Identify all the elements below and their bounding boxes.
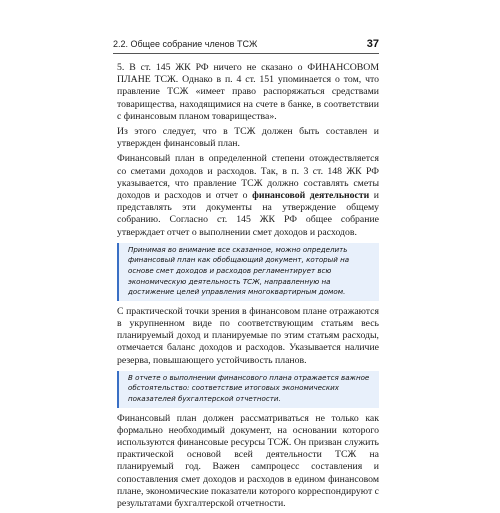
paragraph-practical-view: С практической точки зрения в финансовом плане отражаются в укрупненном виде по соответствующим статьям весь планируемый доход и планируемые по этим статьям расходы, отмечается баланс доходов и расходов. Указывается наличие резерва, повышающего устойчивость планов. [117, 305, 379, 366]
paragraph-item-5: 5. В ст. 145 ЖК РФ ничего не сказано о ФИНАНСОВОМ ПЛАНЕ ТСЖ. Однако в п. 4 ст. 151 упоминается о том, что правление ТСЖ «имеет право распоряжаться средствами товарищества, находящимися на счете в банке, в соответствии с финансовым планом товарищества». [117, 62, 379, 122]
paragraph-conclusion: Из этого следует, что в ТСЖ должен быть составлен и утвержден финансовый план. [117, 126, 379, 150]
bold-term-financial-activity: финансовой деятельности [252, 190, 370, 202]
paragraph-estimates-part2: и представлять эти документы на утверждение общему собранию. Согласно ст. 145 ЖК РФ общее собрание утверждает отчет о выполнении смет доходов и расходов. [117, 190, 379, 238]
page-body [117, 62, 379, 513]
paragraph-estimates [117, 153, 379, 238]
paragraph-estimates-part1: Финансовый план в определенной степени отождествляется со сметами доходов и расходов. Так, в п. 3 ст. 148 ЖК РФ указывается, что правление ТСЖ должно составлять сметы доходов и расходов и отчет о [117, 153, 379, 202]
paragraph-plan-role: Финансовый план должен рассматриваться не только как формально необходимый документ, на основании которого используются финансовые ресурсы ТСЖ. Он призван служить практической основой всей деятельности ТСЖ на планируемый год. Важен сампроцесс составления и сопоставления смет доходов и расходов в едином финансовом плане, экономические показатели которого корреспондируют с результатами бухгалтерской отчетности. [117, 412, 379, 510]
section-title: 2.2. Общее собрание членов ТСЖ [113, 39, 258, 49]
page-number: 37 [366, 38, 379, 50]
running-header [113, 35, 379, 54]
callout-definition: Принимая во внимание все сказанное, можно определить финансовый план как обобщающий документ, который на основе смет доходов и расходов регламентирует всю экономическую деятельность ТСЖ, направленную на достижение целей управления многоквартирным домом. [117, 243, 379, 301]
callout-report: В отчете о выполнении финансового плана отражается важное обстоятельство: соответствие итоговых экономических показателей бухгалтерской отчетности. [117, 371, 379, 408]
